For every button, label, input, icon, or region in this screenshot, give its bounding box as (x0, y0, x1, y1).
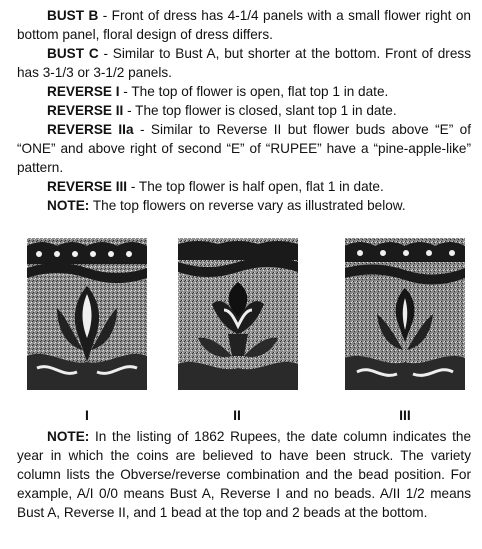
note2-paragraph (17, 427, 471, 522)
reverse-i-paragraph (17, 82, 471, 101)
reverse-i-text: - The top of flower is open, flat top 1 in date. (119, 84, 389, 99)
bust-b-heading: BUST B (47, 8, 99, 23)
caption-ii: II (233, 407, 241, 423)
reverse-i-flower-image (27, 238, 147, 390)
note2-heading: NOTE: (47, 429, 90, 444)
note-heading: NOTE: (47, 198, 90, 213)
caption-i: I (85, 407, 89, 423)
reverse-iii-heading: REVERSE III (47, 179, 128, 194)
bust-b-paragraph (17, 6, 471, 44)
reverse-iii-flower-image (345, 238, 465, 390)
reverse-iia-paragraph (17, 120, 471, 177)
reverse-ii-paragraph (17, 101, 471, 120)
note-paragraph (17, 196, 471, 215)
bust-c-paragraph (17, 44, 471, 82)
bust-c-text: - Similar to Bust A, but shorter at the bottom. Front of dress has 3-1/3 or 3-1/2 panels. (17, 46, 471, 80)
caption-iii: III (399, 407, 411, 423)
bust-b-text: - Front of dress has 4-1/4 panels with a small flower right on bottom panel, floral design of dress differs. (17, 8, 471, 42)
reverse-ii-heading: REVERSE II (47, 103, 124, 118)
reverse-ii-text: - The top flower is closed, slant top 1 in date. (123, 103, 397, 118)
note-text: The top flowers on reverse vary as illustrated below. (89, 198, 406, 213)
reverse-iia-heading: REVERSE IIa (47, 122, 134, 137)
note2-text: In the listing of 1862 Rupees, the date column indicates the year in which the coins are believed to have been struck. The variety column lists the Obverse/reverse combination and the bead position. For example, A/I 0/0 means Bust A, Reverse I and no beads. A/II 1/2 means Bust A, Reverse II, and 1 bead at the top and 2 beads at the bottom. (17, 429, 471, 520)
reverse-iii-paragraph (17, 177, 471, 196)
reverse-iia-text: - Similar to Reverse II but flower buds above “E” of “ONE” and above right of second “E” of “RUPEE” have a “pine-apple-like” pattern. (17, 122, 472, 175)
bust-c-heading: BUST C (47, 46, 99, 61)
reverse-iii-text: - The top flower is half open, flat 1 in date. (127, 179, 384, 194)
reverse-i-heading: REVERSE I (47, 84, 120, 99)
reverse-ii-flower-image (178, 238, 298, 390)
